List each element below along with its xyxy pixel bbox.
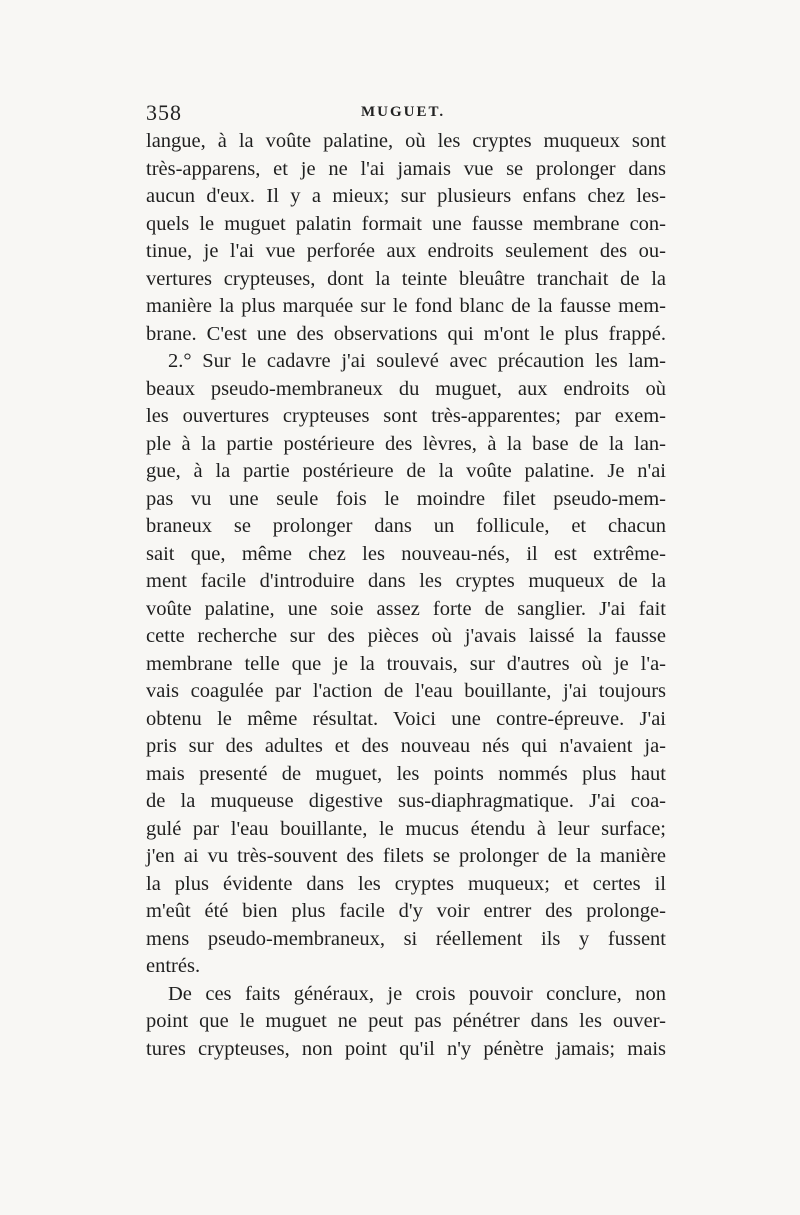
- text-line: ple à la partie postérieure des lèvres, à la base de la lan-: [146, 432, 666, 455]
- text-line: pas vu une seule fois le moindre filet pseudo-mem-: [146, 487, 666, 510]
- text-line: mens pseudo-membraneux, si réellement ils y fussent: [146, 927, 666, 950]
- running-head: MUGUET.: [361, 104, 446, 120]
- text-line: 2.° Sur le cadavre j'ai soulevé avec précaution les lam-: [168, 350, 666, 372]
- text-line: m'eût été bien plus facile d'y voir entrer des prolonge-: [146, 900, 666, 922]
- text-line: sait que, même chez les nouveau-nés, il est extrême-: [146, 542, 666, 565]
- text-line: tinue, je l'ai vue perforée aux endroits seulement des ou-: [146, 240, 666, 262]
- text-line: point que le muguet ne peut pas pénétrer dans les ouver-: [146, 1010, 666, 1032]
- text-line: tures crypteuses, non point qu'il n'y pénètre jamais; mais: [146, 1037, 666, 1060]
- text-line: aucun d'eux. Il y a mieux; sur plusieurs enfans chez les-: [146, 185, 666, 207]
- text-line: gulé par l'eau bouillante, le mucus étendu à leur surface;: [146, 817, 666, 840]
- text-line: les ouvertures crypteuses sont très-apparentes; par exem-: [146, 405, 666, 427]
- text-line: pris sur des adultes et des nouveau nés qui n'avaient ja-: [146, 735, 666, 757]
- text-line: langue, à la voûte palatine, où les cryptes muqueux sont: [146, 130, 666, 152]
- text-line: cette recherche sur des pièces où j'avais laissé la fausse: [146, 625, 666, 647]
- text-line: de la muqueuse digestive sus-diaphragmatique. J'ai coa-: [146, 790, 666, 812]
- body-text: [146, 128, 666, 1063]
- text-line: vertures crypteuses, dont la teinte bleuâtre tranchait de la: [146, 267, 666, 290]
- text-line: beaux pseudo-membraneux du muguet, aux endroits où: [146, 377, 666, 400]
- text-line: obtenu le même résultat. Voici une contre-épreuve. J'ai: [146, 707, 666, 730]
- text-line: la plus évidente dans les cryptes muqueux; et certes il: [146, 872, 666, 895]
- text-line: manière la plus marquée sur le fond blanc de la fausse mem-: [146, 295, 666, 317]
- page-header: [146, 100, 666, 126]
- text-line: quels le muguet palatin formait une fausse membrane con-: [146, 212, 666, 235]
- text-line: très-apparens, et je ne l'ai jamais vue se prolonger dans: [146, 157, 666, 180]
- text-line: membrane telle que je la trouvais, sur d'autres où je l'a-: [146, 652, 666, 675]
- text-line: vais coagulée par l'action de l'eau bouillante, j'ai toujours: [146, 680, 666, 702]
- text-line: brane. C'est une des observations qui m'ont le plus frappé.: [146, 322, 666, 345]
- page-number: 358: [146, 100, 182, 125]
- text-line: j'en ai vu très-souvent des filets se prolonger de la manière: [146, 845, 666, 867]
- text-line: ment facile d'introduire dans les cryptes muqueux de la: [146, 570, 666, 592]
- text-line: De ces faits généraux, je crois pouvoir conclure, non: [168, 982, 666, 1005]
- text-line: voûte palatine, une soie assez forte de sanglier. J'ai fait: [146, 597, 666, 620]
- text-line: mais presenté de muguet, les points nommés plus haut: [146, 762, 666, 785]
- text-line: gue, à la partie postérieure de la voûte palatine. Je n'ai: [146, 460, 666, 482]
- text-line: braneux se prolonger dans un follicule, et chacun: [146, 515, 666, 537]
- text-line: entrés.: [146, 955, 201, 977]
